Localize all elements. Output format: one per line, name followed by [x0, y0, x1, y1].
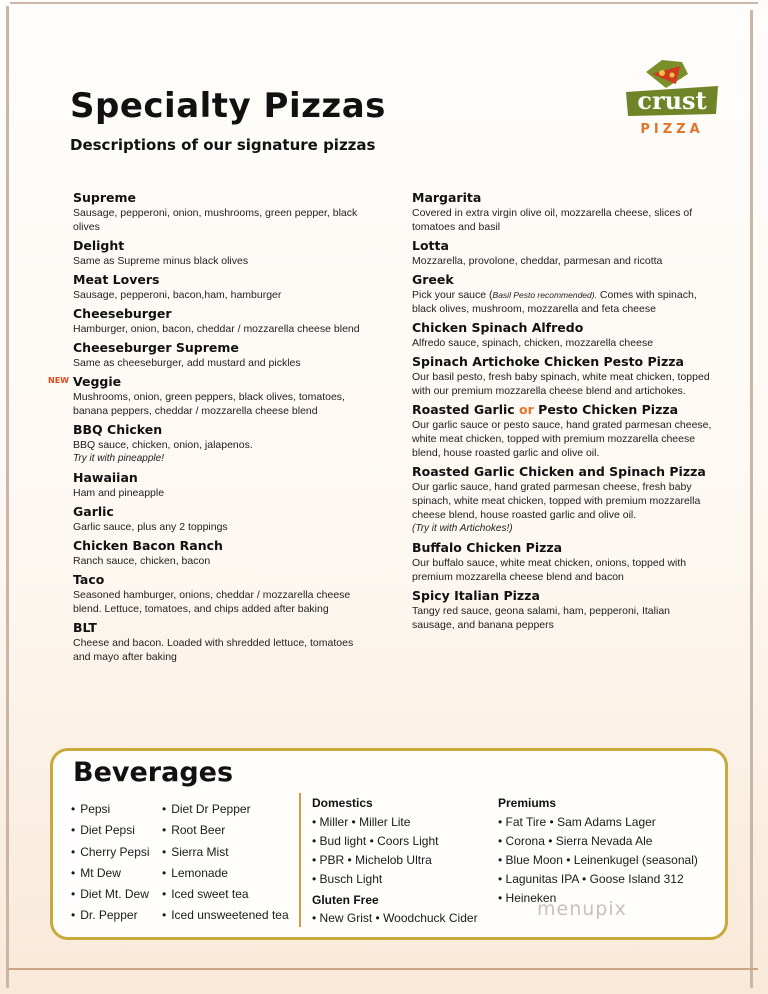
pizza-description: Sausage, pepperoni, bacon,ham, hamburger	[73, 289, 282, 301]
pizza-note: Try it with pineapple!	[73, 453, 164, 464]
page-subtitle: Descriptions of our signature pizzas	[70, 136, 376, 154]
beverage-item: • Busch Light	[312, 872, 383, 886]
pizza-name: Chicken Bacon Ranch	[73, 538, 223, 553]
pizza-name: Spinach Artichoke Chicken Pesto Pizza	[412, 354, 684, 369]
pizza-item	[73, 620, 373, 664]
pizza-item	[73, 422, 373, 466]
frame-right	[750, 10, 753, 988]
beverage-item: • Diet Pepsi	[71, 820, 150, 841]
specialty-right-column	[412, 190, 712, 636]
beverage-item: • Heineken	[498, 891, 557, 905]
pizza-item	[73, 238, 373, 268]
premiums-heading: Premiums	[498, 796, 557, 810]
pizza-item	[412, 540, 712, 584]
greek-sauce-note: Basil Pesto recommended).	[492, 290, 597, 300]
pizza-item	[412, 320, 712, 350]
soda-list-2	[162, 799, 289, 927]
beverage-item: • Iced sweet tea	[162, 884, 289, 905]
pizza-description: Our garlic sauce or pesto sauce, hand grated parmesan cheese, white meat chicken, topped with premium mozzarella cheese blend, house roasted garlic and olive oil.	[412, 419, 712, 459]
beverage-item: • Miller • Miller Lite	[312, 815, 411, 829]
pizza-name: Supreme	[73, 190, 136, 205]
pizza-description: Garlic sauce, plus any 2 toppings	[73, 521, 228, 533]
new-badge: NEW	[48, 376, 69, 385]
pizza-item	[48, 374, 373, 418]
pizza-name: Hawaiian	[73, 470, 138, 485]
pizza-description: Mushrooms, onion, green peppers, black olives, tomatoes, banana peppers, cheddar / mozzarella cheese blend	[73, 391, 345, 417]
pizza-description: Our buffalo sauce, white meat chicken, onions, topped with premium mozzarella cheese blend and bacon	[412, 557, 687, 583]
pizza-description: Alfredo sauce, spinach, chicken, mozzarella cheese	[412, 337, 654, 349]
pizza-name: Delight	[73, 238, 125, 253]
beverage-item: • Root Beer	[162, 820, 289, 841]
pizza-item	[73, 306, 373, 336]
pizza-description: Covered in extra virgin olive oil, mozzarella cheese, slices of tomatoes and basil	[412, 207, 693, 233]
crust-pizza-logo	[622, 52, 722, 138]
beverage-item: • Blue Moon • Leinenkugel (seasonal)	[498, 853, 698, 867]
pizza-name: Cheeseburger Supreme	[73, 340, 239, 355]
pizza-item	[412, 238, 712, 268]
greek-desc-start: Pick your sauce (	[412, 289, 493, 301]
pizza-description: Seasoned hamburger, onions, cheddar / mozzarella cheese blend. Lettuce, tomatoes, and chips added after baking	[73, 589, 351, 615]
specialty-left-column	[48, 190, 373, 668]
pizza-name: Spicy Italian Pizza	[412, 588, 540, 603]
beverage-item: • Cherry Pepsi	[71, 842, 150, 863]
frame-left	[6, 6, 9, 988]
pizza-item	[73, 340, 373, 370]
name-part-a: Roasted Garlic	[412, 402, 515, 417]
pizza-name: Garlic	[73, 504, 114, 519]
gluten-free-heading: Gluten Free	[312, 893, 379, 907]
beverage-item: • Corona • Sierra Nevada Ale	[498, 834, 653, 848]
pizza-name	[412, 402, 712, 418]
pizza-item	[412, 588, 712, 632]
pizza-description: Our basil pesto, fresh baby spinach, white meat chicken, topped with our premium mozzarella cheese blend and artichokes.	[412, 371, 710, 397]
pizza-name: Veggie	[73, 374, 122, 389]
pizza-name: BBQ Chicken	[73, 422, 163, 437]
pizza-item	[73, 538, 373, 568]
premiums-list	[498, 813, 698, 908]
beverage-item: • Fat Tire • Sam Adams Lager	[498, 815, 656, 829]
pizza-item	[73, 190, 373, 234]
pizza-name: Greek	[412, 272, 454, 287]
soda-list-1	[71, 799, 150, 927]
beverage-item: • Sierra Mist	[162, 842, 289, 863]
pizza-description: Ham and pineapple	[73, 487, 165, 499]
pizza-description: Mozzarella, provolone, cheddar, parmesan and ricotta	[412, 255, 663, 267]
beverage-item: • Iced unsweetened tea	[162, 905, 289, 926]
beverage-item: • Bud light • Coors Light	[312, 834, 439, 848]
pizza-name: BLT	[73, 620, 97, 635]
domestics-list	[312, 813, 438, 889]
logo-word-pizza: PIZZA	[640, 122, 704, 137]
pizza-name: Meat Lovers	[73, 272, 160, 287]
pizza-item	[73, 572, 373, 616]
pizza-note: (Try it with Artichokes!)	[412, 523, 513, 534]
pizza-description: Cheese and bacon. Loaded with shredded lettuce, tomatoes and mayo after baking	[73, 637, 354, 663]
page-title: Specialty Pizzas	[70, 86, 386, 126]
pizza-item	[73, 470, 373, 500]
pizza-name: Taco	[73, 572, 105, 587]
beverage-item: • Dr. Pepper	[71, 905, 150, 926]
beverage-item: • PBR • Michelob Ultra	[312, 853, 432, 867]
beverages-title: Beverages	[73, 757, 234, 788]
pizza-description: Hamburger, onion, bacon, cheddar / mozzarella cheese blend	[73, 323, 360, 335]
pizza-item	[412, 354, 712, 398]
pizza-item	[73, 272, 373, 302]
greek-desc-end: Comes with spinach, black olives, mushroom, mozzarella and feta cheese	[412, 289, 697, 315]
pizza-description: Sausage, pepperoni, onion, mushrooms, green pepper, black olives	[73, 207, 358, 233]
pizza-description: Same as cheeseburger, add mustard and pickles	[73, 357, 301, 369]
beverage-item: • Diet Dr Pepper	[162, 799, 289, 820]
pizza-name: Cheeseburger	[73, 306, 172, 321]
pizza-name: Margarita	[412, 190, 482, 205]
beverage-item: • Lagunitas IPA • Goose Island 312	[498, 872, 684, 886]
pizza-name: Lotta	[412, 238, 449, 253]
frame-bottom	[8, 968, 758, 970]
beverage-item: • New Grist • Woodchuck Cider	[312, 911, 478, 925]
beverage-item: • Diet Mt. Dew	[71, 884, 150, 905]
pizza-item	[412, 272, 712, 316]
pizza-name: Roasted Garlic Chicken and Spinach Pizza	[412, 464, 706, 479]
pizza-item	[412, 464, 712, 536]
pizza-description: Ranch sauce, chicken, bacon	[73, 555, 211, 567]
pizza-description: Tangy red sauce, geona salami, ham, pepperoni, Italian sausage, and banana peppers	[412, 605, 670, 631]
gluten-free-list	[312, 909, 478, 928]
pizza-description	[412, 288, 712, 316]
pizza-item	[412, 190, 712, 234]
beverages-divider	[299, 793, 301, 927]
beverage-item: • Lemonade	[162, 863, 289, 884]
pizza-name: Buffalo Chicken Pizza	[412, 540, 563, 555]
pizza-item	[412, 402, 712, 460]
pizza-item	[73, 504, 373, 534]
pizza-description: Our garlic sauce, hand grated parmesan cheese, fresh baby spinach, white meat chicken, topped with premium mozzarella cheese blend, house roasted garlic and olive oil.	[412, 481, 701, 521]
logo-word-crust: crust	[637, 86, 707, 115]
menupix-watermark: menupix	[537, 898, 627, 920]
beverage-item: • Pepsi	[71, 799, 150, 820]
pizza-name: Chicken Spinach Alfredo	[412, 320, 584, 335]
frame-top	[10, 2, 758, 4]
pizza-description: Same as Supreme minus black olives	[73, 255, 249, 267]
name-part-b: Pesto Chicken Pizza	[538, 402, 679, 417]
domestics-heading: Domestics	[312, 796, 373, 810]
pizza-description: BBQ sauce, chicken, onion, jalapenos.	[73, 439, 253, 451]
beverage-item: • Mt Dew	[71, 863, 150, 884]
or-word: or	[519, 402, 534, 417]
